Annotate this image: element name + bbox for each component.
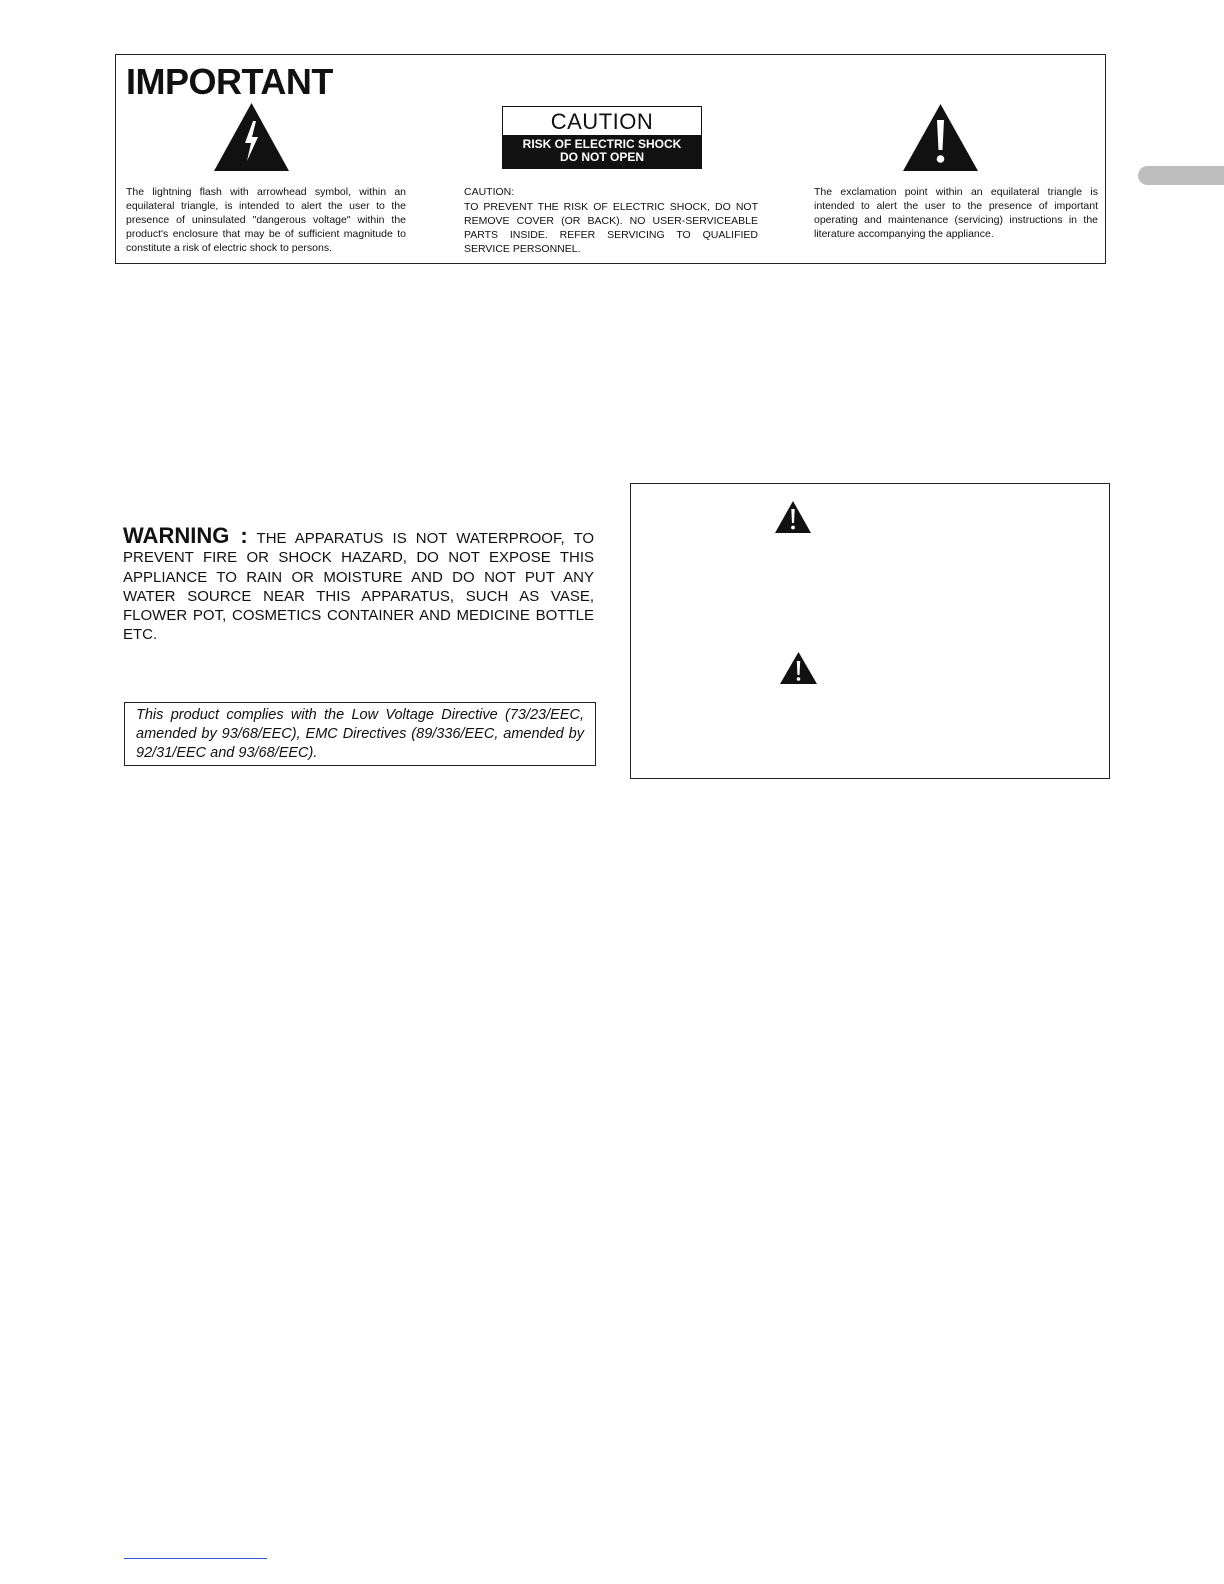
exclamation-warning-icon — [775, 501, 811, 533]
caution-label — [502, 106, 702, 169]
lightning-description: The lightning flash with arrowhead symbol, within an equilateral triangle, is intended to alert the user to the presence of uninsulated "dangerous voltage" within the product's enclosure that may be of sufficient magnitude to constitute a risk of electric shock to persons. — [126, 186, 406, 254]
exclamation-warning-icon — [903, 104, 978, 171]
caution-label-banner — [503, 135, 701, 168]
footer-rule — [124, 1558, 267, 1559]
caution-text: TO PREVENT THE RISK OF ELECTRIC SHOCK, DO NOT REMOVE COVER (OR BACK). NO USER-SERVICEABLE PARTS INSIDE. REFER SERVICING TO QUALIFIED SERVICE PERSONNEL. — [464, 201, 758, 255]
exclamation-description: The exclamation point within an equilateral triangle is intended to alert the user to the presence of important operating and maintenance (servicing) instructions in the literature accompanying the appliance. — [814, 186, 1098, 240]
exclamation-warning-icon — [780, 652, 817, 684]
warning-heading: WARNING : — [123, 523, 248, 548]
caution-label-line2: DO NOT OPEN — [559, 150, 644, 164]
caution-heading: CAUTION: — [464, 186, 515, 198]
important-notice-box — [115, 54, 1106, 264]
caution-label-line1: RISK OF ELECTRIC SHOCK — [522, 137, 682, 151]
warning-statement — [123, 523, 594, 645]
lightning-warning-icon — [214, 103, 289, 171]
warning-text: THE APPARATUS IS NOT WATERPROOF, TO PREVENT FIRE OR SHOCK HAZARD, DO NOT EXPOSE THIS APPLIANCE TO RAIN OR MOISTURE AND DO NOT PUT ANY WATER SOURCE NEAR THIS APPARATUS, SUCH AS VASE, FLOWER POT, COSMETICS CONTAINER AND MEDICINE BOTTLE ETC. — [123, 530, 594, 644]
compliance-box — [124, 702, 596, 766]
side-language-tab — [1138, 166, 1224, 185]
caution-symbol-box — [630, 483, 1110, 779]
important-title: IMPORTANT — [126, 61, 333, 102]
compliance-text: This product complies with the Low Voltage Directive (73/23/EEC, amended by 93/68/EEC), EMC Directives (89/336/EEC, amended by 92/31/EEC and 93/68/EEC). — [136, 707, 584, 761]
caution-label-title: CAUTION — [550, 108, 654, 134]
